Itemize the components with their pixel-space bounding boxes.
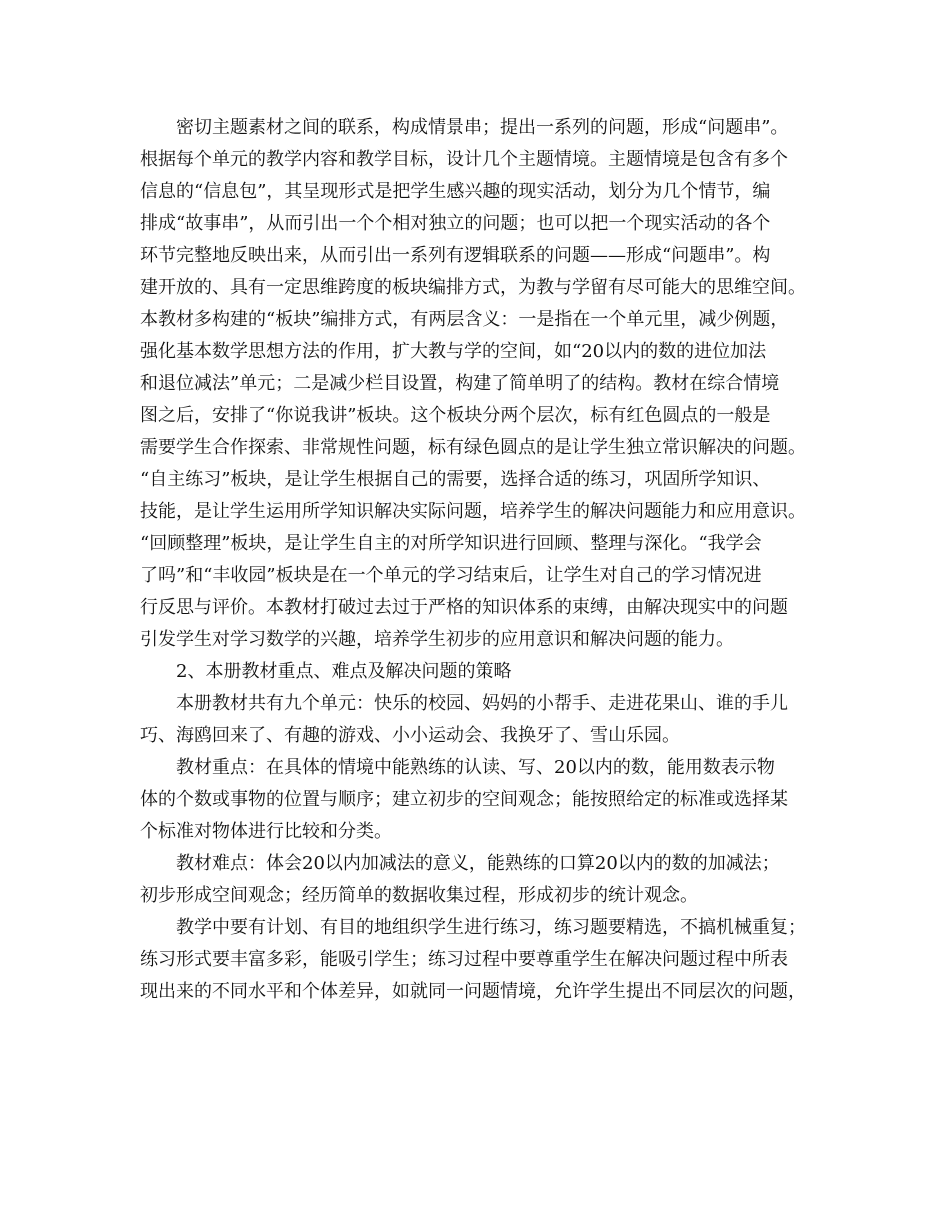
text-line: 2、本册教材重点、难点及解决问题的策略 [176, 661, 512, 682]
text-line: 强化基本数学思想方法的作用，扩大教与学的空间，如“20以内的数的进位加法 [140, 341, 767, 362]
text-line: 初步形成空间观念；经历简单的数据收集过程，形成初步的统计观念。 [140, 885, 698, 906]
text-line: 行反思与评价。本教材打破过去过于严格的知识体系的束缚，由解决现实中的问题 [140, 597, 788, 618]
text-line: 图之后，安排了“你说我讲”板块。这个板块分两个层次，标有红色圆点的一般是 [140, 405, 771, 426]
text-line: 练习形式要丰富多彩，能吸引学生；练习过程中要尊重学生在解决问题过程中所表 [140, 949, 788, 970]
text-line: 本册教材共有九个单元：快乐的校园、妈妈的小帮手、走进花果山、谁的手儿 [176, 693, 788, 714]
text-line: 现出来的不同水平和个体差异，如就同一问题情境，允许学生提出不同层次的问题， [140, 981, 806, 1002]
text-line: 信息的“信息包”，其呈现形式是把学生感兴趣的现实活动，划分为几个情节，编 [140, 181, 771, 202]
text-line: 教材重点：在具体的情境中能熟练的认读、写、20以内的数，能用数表示物 [176, 757, 775, 778]
text-line: 教学中要有计划、有目的地组织学生进行练习，练习题要精选，不搞机械重复； [176, 917, 806, 938]
text-line: 引发学生对学习数学的兴趣，培养学生初步的应用意识和解决问题的能力。 [140, 629, 734, 650]
text-line: 建开放的、具有一定思维跨度的板块编排方式，为教与学留有尽可能大的思维空间。 [140, 277, 806, 298]
text-line: 根据每个单元的教学内容和教学目标，设计几个主题情境。主题情境是包含有多个 [140, 149, 788, 170]
text-line: 技能，是让学生运用所学知识解决实际问题，培养学生的解决问题能力和应用意识。 [140, 501, 806, 522]
text-line: “自主练习”板块，是让学生根据自己的需要，选择合适的练习，巩固所学知识、 [140, 469, 771, 490]
text-line: 个标准对物体进行比较和分类。 [140, 821, 392, 842]
text-line: 体的个数或事物的位置与顺序；建立初步的空间观念；能按照给定的标准或选择某 [140, 789, 788, 810]
text-line: 本教材多构建的“板块”编排方式，有两层含义：一是指在一个单元里，减少例题， [140, 309, 789, 330]
text-line: 和退位减法”单元；二是减少栏目设置，构建了简单明了的结构。教材在综合情境 [140, 373, 780, 394]
text-line: 排成“故事串”，从而引出一个个相对独立的问题；也可以把一个现实活动的各个 [140, 213, 771, 234]
text-line: 密切主题素材之间的联系，构成情景串；提出一系列的问题，形成“问题串”。 [176, 117, 789, 138]
text-line: 巧、海鸥回来了、有趣的游戏、小小运动会、我换牙了、雪山乐园。 [140, 725, 680, 746]
text-line: 环节完整地反映出来，从而引出一系列有逻辑联系的问题——形成“问题串”。构 [140, 245, 771, 266]
text-line: “回顾整理”板块，是让学生自主的对所学知识进行回顾、整理与深化。“我学会 [140, 533, 762, 554]
text-line: 教材难点：体会20以内加减法的意义，能熟练的口算20以内的数的加减法； [176, 853, 780, 874]
text-line: 了吗”和“丰收园”板块是在一个单元的学习结束后，让学生对自己的学习情况进 [140, 565, 762, 586]
body-text [140, 112, 830, 1008]
text-line: 需要学生合作探索、非常规性问题，标有绿色圆点的是让学生独立常识解决的问题。 [140, 437, 806, 458]
